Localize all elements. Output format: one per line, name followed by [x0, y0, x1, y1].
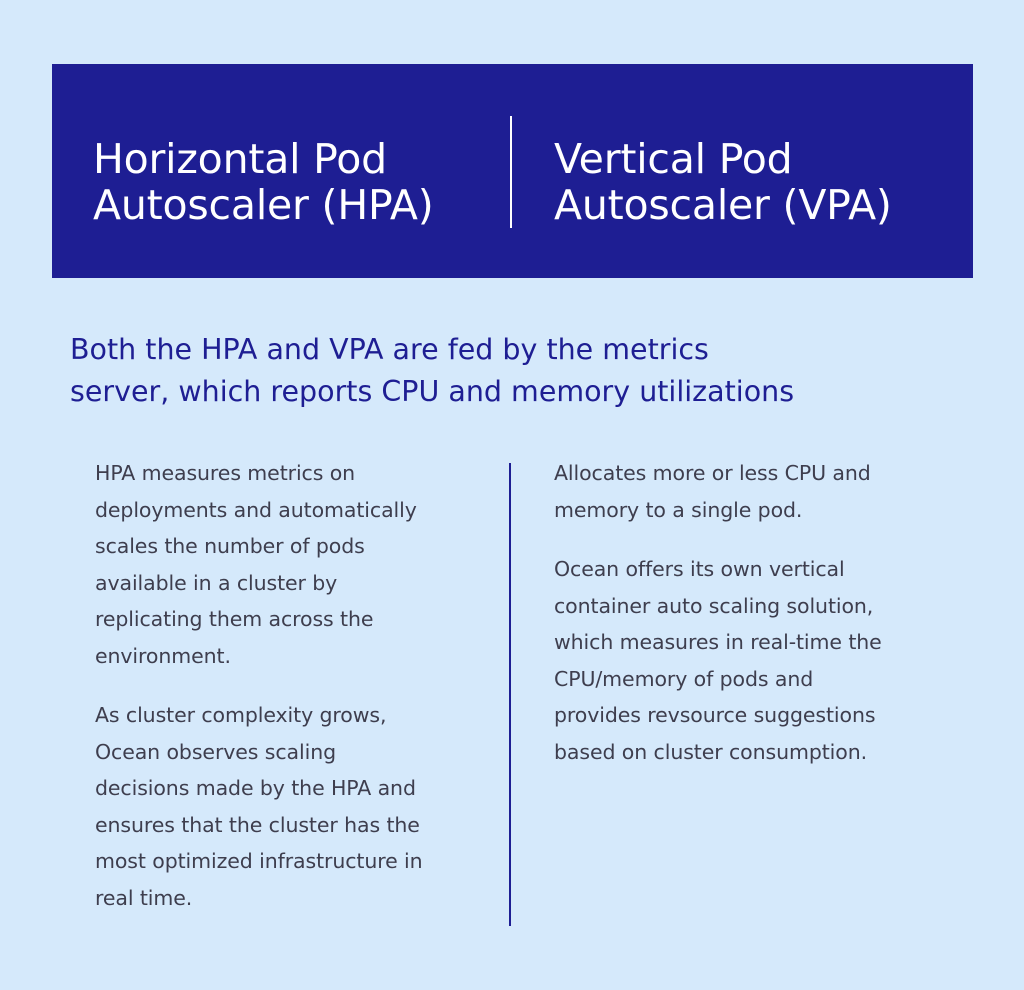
- vpa-paragraph-2: [554, 551, 882, 770]
- text-line: deployments and automatically: [95, 497, 417, 522]
- text-line: available in a cluster by: [95, 570, 338, 595]
- text-line: scales the number of pods: [95, 534, 365, 558]
- text-line: Ocean offers its own vertical: [554, 557, 845, 581]
- vpa-title-line-1: Vertical Pod: [554, 135, 793, 183]
- hpa-description: [95, 455, 423, 916]
- subheading: [70, 329, 794, 413]
- text-line: environment.: [95, 643, 231, 668]
- text-line: based on cluster consumption.: [554, 739, 868, 764]
- text-line: Allocates more or less CPU and: [554, 461, 871, 485]
- text-line: which measures in real-time the: [554, 630, 882, 654]
- hpa-title: [93, 136, 434, 228]
- hpa-title-line-2: Autoscaler (HPA): [93, 181, 434, 229]
- text-line: memory to a single pod.: [554, 497, 803, 522]
- text-line: HPA measures metrics on: [95, 461, 356, 485]
- text-line: most optimized infrastructure in: [95, 849, 423, 873]
- subheading-line-2: server, which reports CPU and memory utilizations: [70, 375, 795, 408]
- text-line: decisions made by the HPA and: [95, 776, 416, 800]
- subheading-line-1: Both the HPA and VPA are fed by the metrics: [70, 333, 709, 366]
- text-line: container auto scaling solution,: [554, 593, 874, 618]
- vpa-title: [554, 136, 892, 228]
- vpa-paragraph-1: [554, 455, 882, 528]
- text-line: real time.: [95, 885, 193, 910]
- column-divider: [509, 463, 511, 926]
- vpa-description: [554, 455, 882, 770]
- hpa-title-line-1: Horizontal Pod: [93, 135, 387, 183]
- text-line: CPU/memory of pods and: [554, 666, 814, 691]
- vpa-title-line-2: Autoscaler (VPA): [554, 181, 892, 229]
- hpa-paragraph-2: [95, 697, 423, 916]
- header-banner: [52, 64, 973, 278]
- hpa-paragraph-1: [95, 455, 423, 674]
- text-line: Ocean observes scaling: [95, 739, 337, 764]
- text-line: provides revsource suggestions: [554, 703, 876, 727]
- text-line: ensures that the cluster has the: [95, 812, 420, 837]
- header-divider: [510, 116, 512, 228]
- text-line: replicating them across the: [95, 607, 374, 631]
- text-line: As cluster complexity grows,: [95, 703, 387, 727]
